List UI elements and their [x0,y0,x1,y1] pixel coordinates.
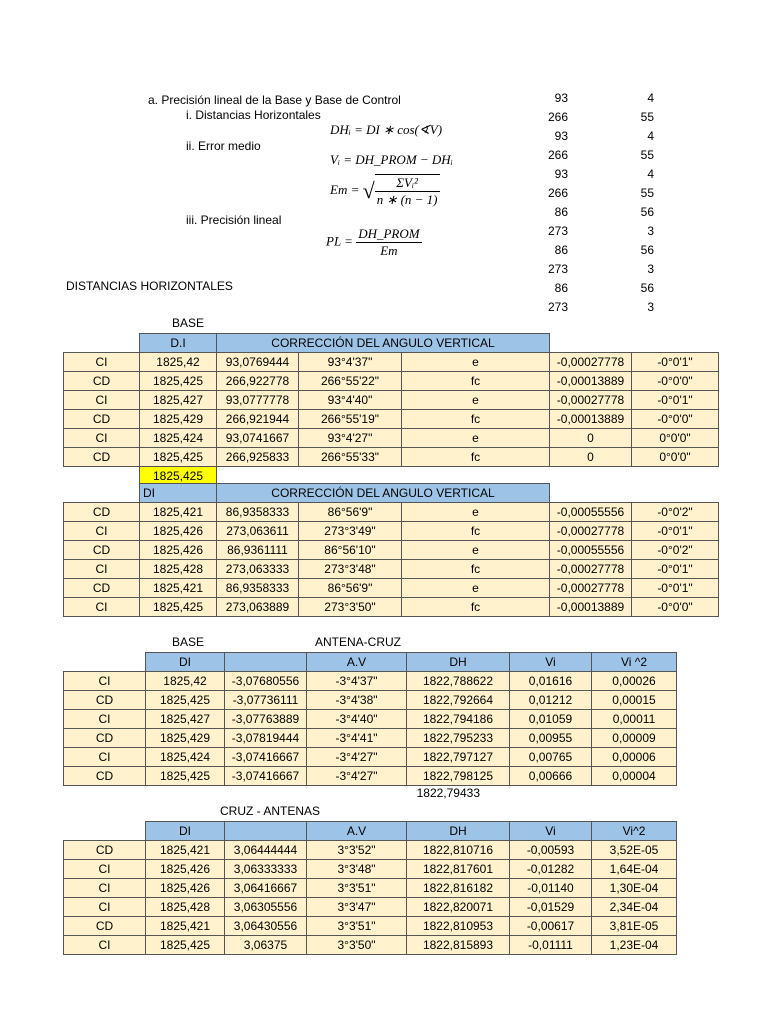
table-cell: e [402,541,550,560]
right-value-right: 4 [647,129,654,143]
table-cell: 1825,42 [146,672,225,691]
table-cell: 1822,810716 [407,841,510,860]
table-cell: 0,01059 [510,710,592,729]
table1-header-correction: CORRECCIÓN DEL ANGULO VERTICAL [217,334,550,353]
table-cell: -0°0'1" [632,579,719,598]
outline-item-a: a. Precisión lineal de la Base y Base de Control [148,93,401,107]
table-cell: 3°3'48" [307,860,407,879]
table-cell: -0,01529 [510,898,592,917]
table-cell: 86,9361111 [217,541,299,560]
right-value-left: 266 [547,186,568,200]
table-cell: 1825,425 [146,767,225,786]
table-cell: -3,07680556 [225,672,307,691]
table-cell: 1825,425 [140,448,217,467]
table-cell: 0,00004 [592,767,677,786]
table-cell: 1825,425 [140,372,217,391]
formula-horizontal-distance: DHᵢ = DI ∗ cos(∢V) [330,122,443,137]
table-cell: 0,00666 [510,767,592,786]
formula-mean-error [330,174,440,208]
table-cell: 1,23E-04 [592,936,677,955]
table-header-cell: DI [146,822,225,841]
table-row [64,391,719,410]
table-base-correction [63,333,719,486]
table-cell: 266°55'22" [299,372,402,391]
table-cell: 3°3'52" [307,841,407,860]
right-value-left: 273 [547,300,568,314]
table-cell: 0,00009 [592,729,677,748]
table-row [64,372,719,391]
table-cell: 1822,798125 [407,767,510,786]
table-cell: 3,06333333 [225,860,307,879]
table-row [64,710,677,729]
table-header-cell: DH [407,822,510,841]
table-cell: 86,9358333 [217,579,299,598]
right-value-left: 266 [547,110,568,124]
table1-header-row [64,334,719,353]
table-cell: CD [64,729,146,748]
table-cell: 1825,426 [146,860,225,879]
formula-linear-precision-lhs: PL = [326,233,353,249]
table-cell: 1822,810953 [407,917,510,936]
table-cell: 1825,429 [146,729,225,748]
table-header-cell [225,653,307,672]
table-cell: 1825,421 [140,579,217,598]
table-row [64,879,677,898]
table-cell: CI [64,560,140,579]
table-row [64,748,677,767]
table-cell: fc [402,410,550,429]
table-cell: 1825,426 [140,522,217,541]
table-cell: 0 [550,448,632,467]
table-cell: 266,925833 [217,448,299,467]
table-cell: CD [64,410,140,429]
table-cell: CI [64,429,140,448]
table-cell: 1822,816182 [407,879,510,898]
table-cell: CI [64,353,140,372]
table-cell: 3,52E-05 [592,841,677,860]
table-cell: 1825,425 [140,598,217,617]
table-cell: 1825,426 [140,541,217,560]
table-header-cell: Vi [510,653,592,672]
table-cell: CI [64,860,146,879]
table-cell: CI [64,522,140,541]
table-row [64,898,677,917]
table-cell: e [402,579,550,598]
table-cell: 2,34E-04 [592,898,677,917]
table-cell: 266,922778 [217,372,299,391]
table-row [64,353,719,372]
table1-label: BASE [172,316,205,330]
table-cell: -0,00013889 [550,598,632,617]
sqrt-symbol: √ [362,178,375,203]
formula-linear-precision-numerator: DH_PROM [358,226,420,241]
table-cell: 1,64E-04 [592,860,677,879]
table-cell: -3,07736111 [225,691,307,710]
table-header-cell: Vi^2 [592,822,677,841]
table-cell: CI [64,391,140,410]
table-cell: CI [64,879,146,898]
table-cell: e [402,429,550,448]
table-cell: 273°3'48" [299,560,402,579]
table-cell: 93,0741667 [217,429,299,448]
right-value-right: 56 [640,205,654,219]
table-cell: -0,00055556 [550,503,632,522]
table-cell: 1822,797127 [407,748,510,767]
table-cell: 273,063889 [217,598,299,617]
table-cell: -0°0'1" [632,391,719,410]
outline-item-i: i. Distancias Horizontales [186,108,321,122]
table-row [64,598,719,617]
table-cell: 0,00026 [592,672,677,691]
right-value-right: 56 [640,281,654,295]
table-cell: 1822,792664 [407,691,510,710]
table-cell: -3,07416667 [225,767,307,786]
table-cell: -0°0'1" [632,353,719,372]
table-header-cell: Vi [510,822,592,841]
table-cell: e [402,503,550,522]
table-cell: -0,01140 [510,879,592,898]
table-cell: -0,01282 [510,860,592,879]
table-row [64,448,719,467]
table-cell: -0°0'1" [632,522,719,541]
table-control-correction [63,483,719,617]
table-row [64,767,677,786]
table-cell: 1825,42 [140,353,217,372]
table-base-antena-cruz [63,652,677,786]
formula-linear-precision-denominator: Em [380,243,398,258]
table-row [64,429,719,448]
table-cell: CI [64,936,146,955]
formula-mean-error-lhs: Em = [330,181,360,197]
table-header-cell: A.V [307,653,407,672]
table-cell: CD [64,691,146,710]
table-cell: -0,00027778 [550,391,632,410]
table-cell: 0,01212 [510,691,592,710]
table-cell: CD [64,579,140,598]
table-row [64,691,677,710]
table-cell: 3,81E-05 [592,917,677,936]
table-cell: 0,01616 [510,672,592,691]
table-cell: 1825,428 [146,898,225,917]
table-cell: -0,00027778 [550,560,632,579]
table-cell: 1825,425 [146,936,225,955]
table2-header-di: DI [140,484,217,503]
table-cell: CD [64,503,140,522]
table3-label-antena: ANTENA-CRUZ [315,635,401,649]
table-cell: 86,9358333 [217,503,299,522]
table-row [64,729,677,748]
table1-average: 1825,425 [140,467,217,486]
table-cell: -0,00027778 [550,579,632,598]
table-cell: -3°4'40" [307,710,407,729]
table-cell: CD [64,541,140,560]
table-cell: -0°0'1" [632,560,719,579]
formula-mean-error-numerator: ΣVᵢ² [375,175,440,192]
table-cell: 0,00011 [592,710,677,729]
table-cell: 0,00955 [510,729,592,748]
table-cell: 3,06305556 [225,898,307,917]
table-cell: CD [64,841,146,860]
table-cruz-antenas [63,821,677,955]
table-cell: 1825,427 [146,710,225,729]
table-row [64,936,677,955]
table-cell: -3°4'41" [307,729,407,748]
table-cell: 3,06444444 [225,841,307,860]
table-row [64,841,677,860]
table3-header-row [64,653,677,672]
table-cell: 0°0'0" [632,448,719,467]
table-cell: 3°3'51" [307,879,407,898]
table-cell: -3°4'27" [307,767,407,786]
table-cell: e [402,353,550,372]
table-cell: 273°3'49" [299,522,402,541]
table-cell: 93°4'27" [299,429,402,448]
table-row [64,522,719,541]
table-cell: 1822,794186 [407,710,510,729]
right-value-right: 3 [647,300,654,314]
table-row [64,579,719,598]
table-row [64,503,719,522]
right-value-left: 86 [554,281,568,295]
table-cell: CI [64,898,146,917]
table-cell: -0,00013889 [550,372,632,391]
table-cell: CD [64,767,146,786]
table-cell: -0,01111 [510,936,592,955]
table-cell: 1822,820071 [407,898,510,917]
table-cell: CD [64,448,140,467]
table-cell: 266°55'33" [299,448,402,467]
table-header-cell: DI [146,653,225,672]
table3-label-base: BASE [172,635,205,649]
table-cell: 266°55'19" [299,410,402,429]
table-header-cell: DH [407,653,510,672]
table-cell: 93°4'37" [299,353,402,372]
table-cell: 93,0769444 [217,353,299,372]
table-cell: 86°56'9" [299,503,402,522]
table-header-cell: A.V [307,822,407,841]
right-value-left: 86 [554,205,568,219]
table-cell: fc [402,598,550,617]
table-cell: fc [402,522,550,541]
right-value-right: 55 [640,110,654,124]
table-cell: 1825,424 [140,429,217,448]
table-cell: 86°56'9" [299,579,402,598]
table-cell: fc [402,372,550,391]
table-cell: CD [64,372,140,391]
table-cell: CI [64,748,146,767]
right-value-left: 93 [554,167,568,181]
right-value-left: 273 [547,262,568,276]
table-cell: -0,00027778 [550,353,632,372]
table-row [64,917,677,936]
table-cell: 3°3'50" [307,936,407,955]
table2-header-row [64,484,719,503]
right-value-left: 93 [554,129,568,143]
table-cell: 1825,424 [146,748,225,767]
table-cell: 1825,426 [146,879,225,898]
table-cell: 273,063611 [217,522,299,541]
table-cell: fc [402,560,550,579]
table-cell: 1822,817601 [407,860,510,879]
table-cell: 0,00015 [592,691,677,710]
table-header-cell [225,822,307,841]
right-value-left: 273 [547,224,568,238]
table4-label: CRUZ - ANTENAS [220,804,321,818]
table-cell: 1822,795233 [407,729,510,748]
formula-residual: Vᵢ = DH_PROM − DHᵢ [330,152,453,167]
table-cell: 3,06416667 [225,879,307,898]
table-cell: 266,921944 [217,410,299,429]
section-title: DISTANCIAS HORIZONTALES [66,279,233,293]
outline-item-iii: iii. Precisión lineal [186,213,282,227]
table-cell: 0 [550,429,632,448]
right-value-right: 3 [647,224,654,238]
table-cell: 1822,815893 [407,936,510,955]
table-cell: 3°3'47" [307,898,407,917]
table-cell: -3°4'27" [307,748,407,767]
table-cell: 1825,428 [140,560,217,579]
table-cell: 1822,788622 [407,672,510,691]
table-cell: -3°4'38" [307,691,407,710]
table-cell: CD [64,917,146,936]
formula-mean-error-denominator: n ∗ (n − 1) [376,192,438,207]
outline-item-ii: ii. Error medio [186,139,261,153]
table-cell: CI [64,672,146,691]
table-cell: 1825,429 [140,410,217,429]
table-row [64,672,677,691]
table-cell: -0,00027778 [550,522,632,541]
table-cell: e [402,391,550,410]
table-row [64,560,719,579]
table-cell: 86°56'10" [299,541,402,560]
table-cell: -0,00617 [510,917,592,936]
table2-header-correction: CORRECCIÓN DEL ANGULO VERTICAL [217,484,550,503]
table-cell: CI [64,710,146,729]
table-row [64,860,677,879]
table-header-cell: Vi ^2 [592,653,677,672]
table-cell: 93,0777778 [217,391,299,410]
table-cell: 1825,421 [140,503,217,522]
table-cell: 1825,425 [146,691,225,710]
table-row [64,410,719,429]
table-cell: 273°3'50" [299,598,402,617]
table-cell: CI [64,598,140,617]
table-cell: 0,00006 [592,748,677,767]
table-cell: -0°0'2" [632,541,719,560]
right-value-right: 55 [640,186,654,200]
table-cell: -0,00013889 [550,410,632,429]
table1-header-di: D.I [140,334,217,353]
table-cell: 3°3'51" [307,917,407,936]
table-cell: -3°4'37" [307,672,407,691]
right-value-left: 93 [554,91,568,105]
table-cell: 0°0'0" [632,429,719,448]
table-cell: 1825,421 [146,917,225,936]
table-cell: 3,06375 [225,936,307,955]
table-cell: -0°0'0" [632,410,719,429]
table-cell: 1825,427 [140,391,217,410]
table-cell: -0°0'2" [632,503,719,522]
table-cell: 93°4'40" [299,391,402,410]
table-cell: -3,07763889 [225,710,307,729]
right-value-left: 86 [554,243,568,257]
right-value-left: 266 [547,148,568,162]
table-cell: 0,00765 [510,748,592,767]
table-cell: -0,00055556 [550,541,632,560]
right-value-right: 3 [647,262,654,276]
formula-linear-precision [326,226,422,259]
table-cell: -3,07416667 [225,748,307,767]
table3-average-dh: 1822,79433 [416,786,480,800]
table-cell: 273,063333 [217,560,299,579]
right-value-right: 56 [640,243,654,257]
table-cell: -0°0'0" [632,372,719,391]
table-cell: fc [402,448,550,467]
table-cell: -0°0'0" [632,598,719,617]
table-cell: 3,06430556 [225,917,307,936]
right-value-right: 55 [640,148,654,162]
right-value-right: 4 [647,91,654,105]
table-cell: 1,30E-04 [592,879,677,898]
table4-header-row [64,822,677,841]
table-cell: -0,00593 [510,841,592,860]
table-cell: -3,07819444 [225,729,307,748]
table-cell: 1825,421 [146,841,225,860]
table-row [64,541,719,560]
right-value-right: 4 [647,167,654,181]
